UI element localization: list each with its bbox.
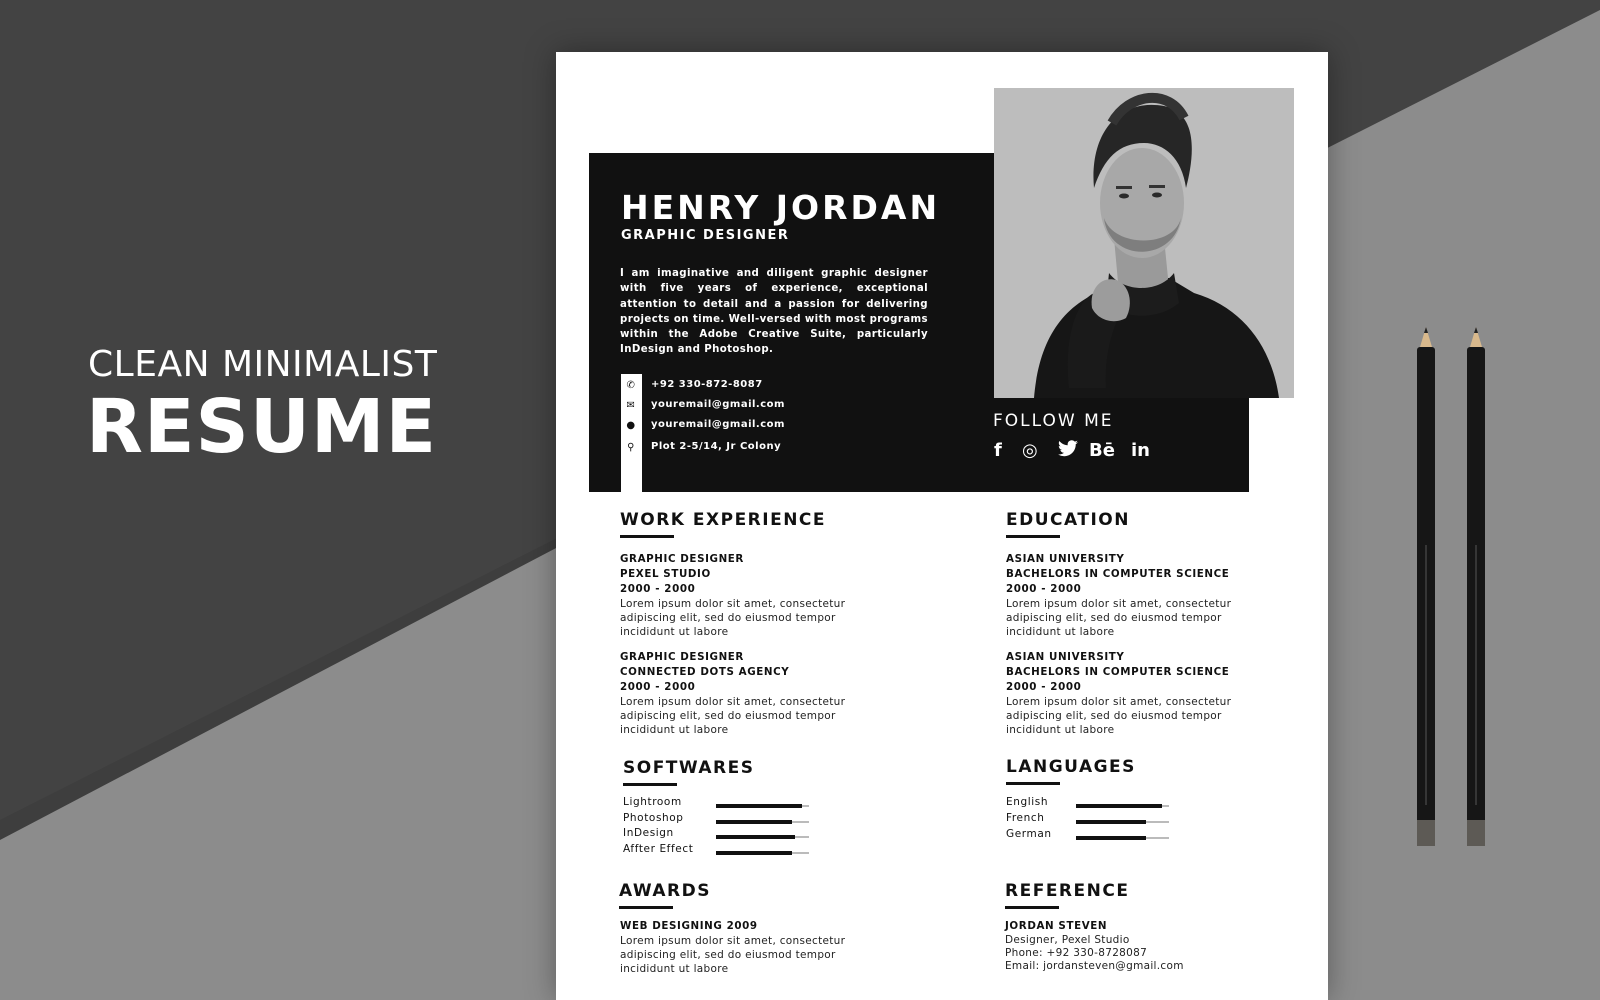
language-2-fill — [1076, 820, 1146, 824]
software-1-fill — [716, 804, 802, 808]
pencil-right — [1458, 325, 1494, 865]
reference-company: Designer, Pexel Studio — [1005, 934, 1130, 946]
linkedin-icon[interactable]: in — [1131, 440, 1150, 461]
reference-rule — [1005, 906, 1059, 909]
software-2-bar — [716, 821, 809, 823]
software-3-bar — [716, 836, 809, 838]
resume-page — [556, 52, 1328, 1000]
software-1-bar — [716, 805, 809, 807]
twitter-icon[interactable] — [1057, 440, 1079, 462]
pencil-left — [1408, 325, 1444, 865]
softwares-rule — [623, 783, 677, 786]
software-4-fill — [716, 851, 792, 855]
languages-heading: LANGUAGES — [1006, 757, 1136, 777]
location-pin-icon: ⚲ — [627, 442, 635, 453]
work-1-role: GRAPHIC DESIGNER — [620, 553, 744, 565]
language-1-name: English — [1006, 796, 1049, 808]
contact-address-text: Plot 2-5/14, Jr Colony — [651, 441, 782, 452]
promo-subtitle: CLEAN MINIMALIST — [88, 344, 438, 385]
contact-address — [620, 440, 870, 458]
language-2-bar — [1076, 821, 1169, 823]
software-2-fill — [716, 820, 792, 824]
resume-bio: I am imaginative and diligent graphic designer with five years of experience, exceptional attention to detail and a passion for delivering projects on time. Well-versed with most programs within the Adobe Creative Suite, particularly InDesign and Photoshop. — [620, 268, 928, 356]
language-1-fill — [1076, 804, 1162, 808]
software-3-name: InDesign — [623, 827, 674, 839]
work-2-years: 2000 - 2000 — [620, 681, 696, 693]
edu-2-text: Lorem ipsum dolor sit amet, consectetur adipiscing elit, sed do eiusmod tempor incididunt ut labore — [1006, 696, 1232, 736]
contact-email — [620, 398, 870, 416]
edu-1-school: ASIAN UNIVERSITY — [1006, 553, 1125, 565]
work-2-role: GRAPHIC DESIGNER — [620, 651, 744, 663]
resume-name: HENRY JORDAN — [621, 188, 941, 227]
reference-email: Email: jordansteven@gmail.com — [1005, 960, 1184, 972]
education-rule — [1006, 535, 1060, 538]
language-3-fill — [1076, 836, 1146, 840]
work-experience-rule — [620, 535, 674, 538]
reference-heading: REFERENCE — [1005, 881, 1130, 901]
globe-icon: ● — [626, 420, 636, 431]
software-2-name: Photoshop — [623, 812, 684, 824]
language-2-name: French — [1006, 812, 1045, 824]
contact-phone-text: +92 330-872-8087 — [651, 379, 763, 390]
follow-me-label: FOLLOW ME — [993, 411, 1114, 431]
awards-rule — [619, 906, 673, 909]
work-1-text: Lorem ipsum dolor sit amet, consectetur adipiscing elit, sed do eiusmod tempor incididunt ut labore — [620, 598, 846, 638]
instagram-icon[interactable]: ◎ — [1022, 440, 1038, 461]
facebook-icon[interactable]: f — [994, 440, 1002, 461]
work-1-org: PEXEL STUDIO — [620, 568, 711, 580]
edu-2-school: ASIAN UNIVERSITY — [1006, 651, 1125, 663]
award-1-title: WEB DESIGNING 2009 — [620, 920, 758, 932]
promo-title: RESUME — [86, 384, 438, 470]
work-2-org: CONNECTED DOTS AGENCY — [620, 666, 790, 678]
software-4-name: Affter Effect — [623, 843, 694, 855]
edu-2-years: 2000 - 2000 — [1006, 681, 1082, 693]
work-1-years: 2000 - 2000 — [620, 583, 696, 595]
software-1-name: Lightroom — [623, 796, 682, 808]
edu-1-text: Lorem ipsum dolor sit amet, consectetur adipiscing elit, sed do eiusmod tempor incididunt ut labore — [1006, 598, 1232, 638]
softwares-heading: SOFTWARES — [623, 758, 755, 778]
education-heading: EDUCATION — [1006, 510, 1130, 530]
languages-rule — [1006, 782, 1060, 785]
language-3-bar — [1076, 837, 1169, 839]
phone-icon: ✆ — [626, 380, 636, 391]
reference-phone: Phone: +92 330-8728087 — [1005, 947, 1148, 959]
award-1-text: Lorem ipsum dolor sit amet, consectetur adipiscing elit, sed do eiusmod tempor incididunt ut labore — [620, 935, 846, 975]
work-2-text: Lorem ipsum dolor sit amet, consectetur adipiscing elit, sed do eiusmod tempor incididunt ut labore — [620, 696, 846, 736]
edu-1-years: 2000 - 2000 — [1006, 583, 1082, 595]
reference-name: JORDAN STEVEN — [1005, 920, 1108, 932]
work-experience-heading: WORK EXPERIENCE — [620, 510, 827, 530]
language-3-name: German — [1006, 828, 1052, 840]
language-1-bar — [1076, 805, 1169, 807]
edu-1-degree: BACHELORS IN COMPUTER SCIENCE — [1006, 568, 1230, 580]
email-icon: ✉ — [626, 400, 636, 411]
contact-phone — [620, 378, 870, 396]
awards-heading: AWARDS — [619, 881, 711, 901]
edu-2-degree: BACHELORS IN COMPUTER SCIENCE — [1006, 666, 1230, 678]
behance-icon[interactable]: Bē — [1089, 440, 1115, 461]
contact-email-text: youremail@gmail.com — [651, 399, 785, 410]
software-4-bar — [716, 852, 809, 854]
resume-role: GRAPHIC DESIGNER — [621, 228, 790, 243]
software-3-fill — [716, 835, 795, 839]
profile-photo — [994, 88, 1294, 398]
contact-web — [620, 418, 870, 436]
contact-web-text: youremail@gmail.com — [651, 419, 785, 430]
